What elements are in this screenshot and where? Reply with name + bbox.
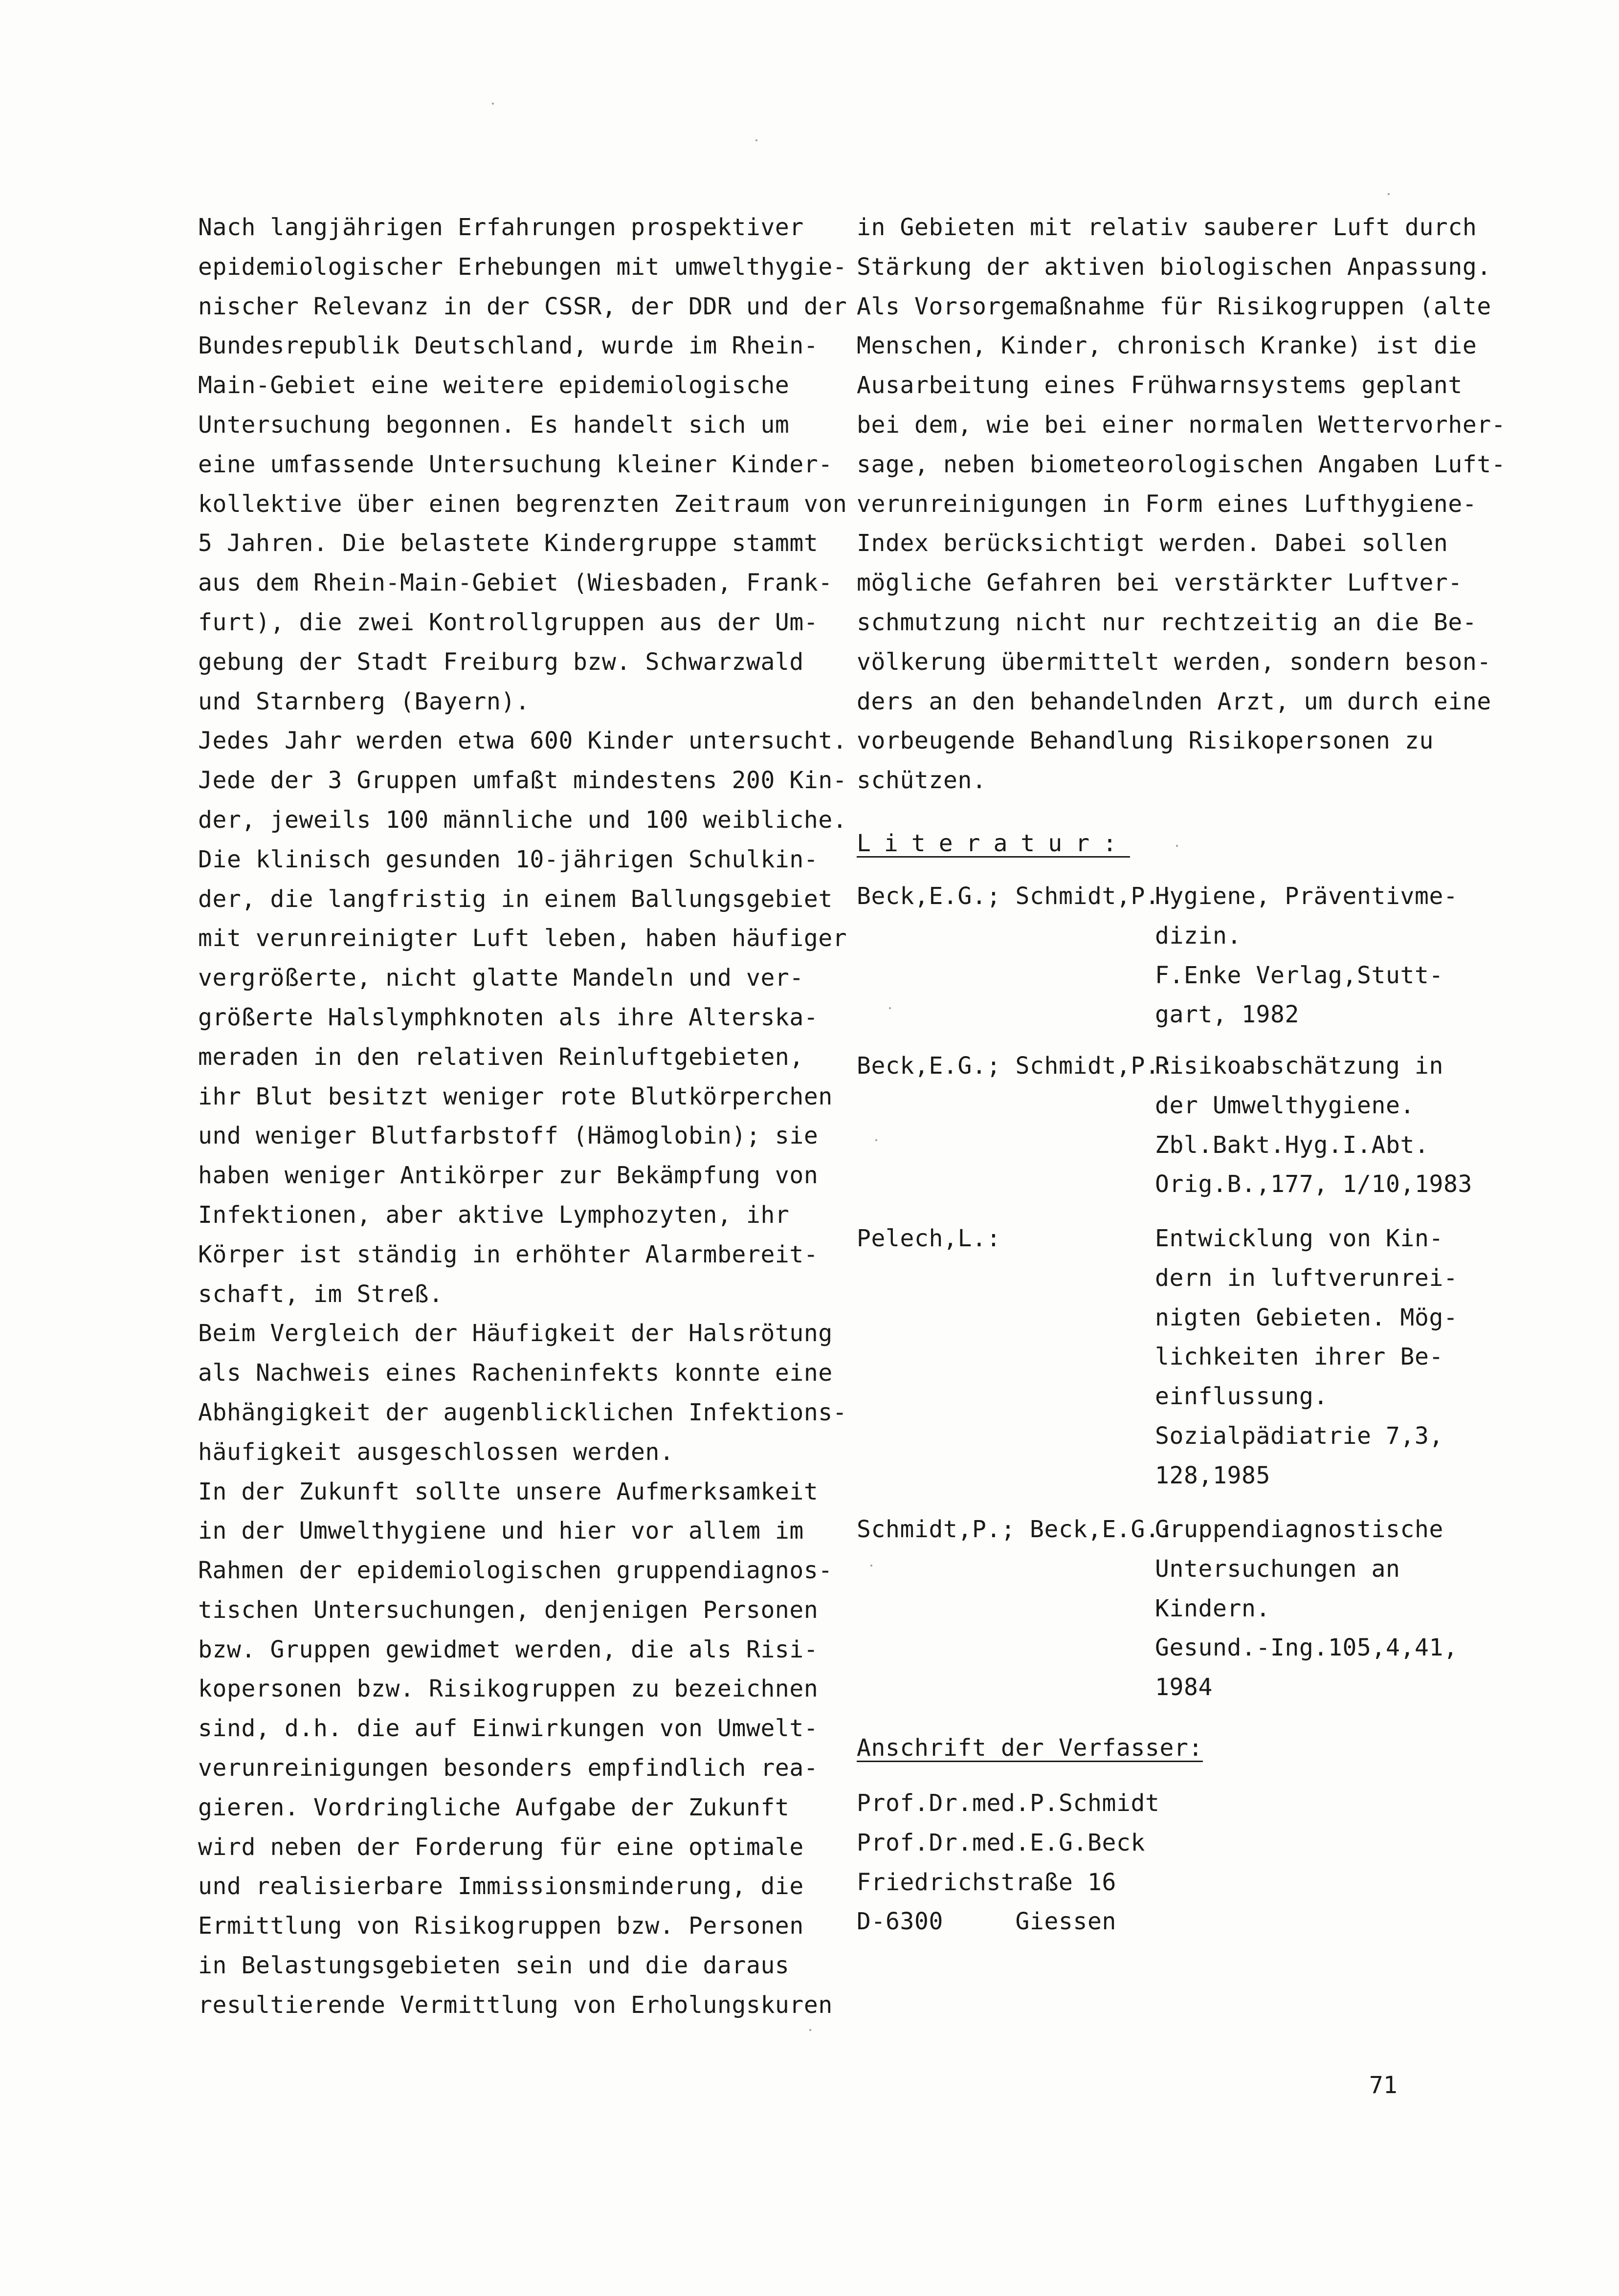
text-line: in Belastungsgebieten sein und die daraus bbox=[198, 1952, 790, 1980]
reference-line: F.Enke Verlag,Stutt- bbox=[1155, 961, 1443, 989]
text-line: in Gebieten mit relativ sauberer Luft durch bbox=[857, 214, 1477, 241]
text-line: ihr Blut besitzt weniger rote Blutkörperchen bbox=[198, 1082, 833, 1110]
text-line: aus dem Rhein-Main-Gebiet (Wiesbaden, Frank- bbox=[198, 569, 833, 597]
text-line: vorbeugende Behandlung Risikopersonen zu bbox=[857, 727, 1434, 755]
text-line: völkerung übermittelt werden, sondern beson- bbox=[857, 648, 1491, 676]
text-line: vergrößerte, nicht glatte Mandeln und ver- bbox=[198, 964, 804, 992]
reference-line: Untersuchungen an bbox=[1155, 1555, 1400, 1583]
reference-line: Entwicklung von Kin- bbox=[1155, 1225, 1443, 1252]
text-line: gebung der Stadt Freiburg bzw. Schwarzwald bbox=[198, 648, 804, 676]
text-line: Rahmen der epidemiologischen gruppendiagnos- bbox=[198, 1557, 833, 1585]
scan-speck bbox=[755, 139, 757, 141]
reference-line: dizin. bbox=[1155, 922, 1242, 949]
reference-line: einflussung. bbox=[1155, 1383, 1328, 1411]
text-line: tischen Untersuchungen, denjenigen Personen bbox=[198, 1596, 819, 1624]
text-line: häufigkeit ausgeschlossen werden. bbox=[198, 1438, 674, 1466]
text-line: Nach langjährigen Erfahrungen prospektiver bbox=[198, 214, 804, 241]
text-line: mit verunreinigter Luft leben, haben häufiger bbox=[198, 925, 847, 952]
text-line: größerte Halslymphknoten als ihre Alterska- bbox=[198, 1003, 819, 1031]
reference-authors: Beck,E.G.; Schmidt,P.: bbox=[857, 883, 1174, 910]
text-line: in der Umwelthygiene und hier vor allem im bbox=[198, 1517, 804, 1545]
reference-line: Gruppendiagnostische bbox=[1155, 1516, 1443, 1543]
scan-speck bbox=[875, 1139, 877, 1141]
reference-line: 1984 bbox=[1155, 1674, 1213, 1701]
reference-line: der Umwelthygiene. bbox=[1155, 1091, 1415, 1119]
text-line: resultierende Vermittlung von Erholungskuren bbox=[198, 1991, 833, 2019]
text-line: sage, neben biometeorologischen Angaben Luft- bbox=[857, 450, 1506, 478]
text-line: haben weniger Antikörper zur Bekämpfung von bbox=[198, 1162, 819, 1190]
text-line: schaft, im Streß. bbox=[198, 1280, 444, 1308]
text-line: meraden in den relativen Reinluftgebieten, bbox=[198, 1043, 804, 1071]
text-line: verunreinigungen besonders empfindlich rea- bbox=[198, 1754, 819, 1782]
text-line: gieren. Vordringliche Aufgabe der Zukunft bbox=[198, 1793, 790, 1821]
text-line: der, die langfristig in einem Ballungsgebiet bbox=[198, 885, 833, 913]
text-line: Jedes Jahr werden etwa 600 Kinder untersucht. bbox=[198, 727, 847, 755]
literature-heading: Literatur: bbox=[857, 830, 1130, 857]
text-line: bzw. Gruppen gewidmet werden, die als Risi- bbox=[198, 1635, 819, 1663]
text-line: wird neben der Forderung für eine optimale bbox=[198, 1833, 804, 1861]
text-line: eine umfassende Untersuchung kleiner Kinder- bbox=[198, 450, 833, 478]
text-line: kollektive über einen begrenzten Zeitraum von bbox=[198, 490, 847, 518]
text-line: als Nachweis eines Racheninfekts konnte eine bbox=[198, 1359, 833, 1387]
reference-line: 128,1985 bbox=[1155, 1461, 1270, 1489]
scan-speck bbox=[889, 1007, 891, 1009]
reference-line: Zbl.Bakt.Hyg.I.Abt. bbox=[1155, 1131, 1429, 1159]
text-line: Ausarbeitung eines Frühwarnsystems geplant bbox=[857, 372, 1463, 399]
reference-authors: Pelech,L.: bbox=[857, 1225, 1001, 1252]
scan-speck bbox=[1176, 845, 1178, 847]
text-line: Jede der 3 Gruppen umfaßt mindestens 200 Kin- bbox=[198, 767, 847, 795]
text-line: bei dem, wie bei einer normalen Wettervorher- bbox=[857, 411, 1506, 439]
text-line: Beim Vergleich der Häufigkeit der Halsrötung bbox=[198, 1320, 833, 1347]
scan-speck bbox=[809, 2029, 811, 2031]
text-line: kopersonen bzw. Risikogruppen zu bezeichnen bbox=[198, 1675, 819, 1703]
text-line: mögliche Gefahren bei verstärkter Luftver- bbox=[857, 569, 1463, 597]
text-line: Menschen, Kinder, chronisch Kranke) ist die bbox=[857, 332, 1477, 360]
text-line: Index berücksichtigt werden. Dabei sollen bbox=[857, 530, 1448, 557]
text-line: Main-Gebiet eine weitere epidemiologische bbox=[198, 372, 790, 399]
author-address bbox=[857, 1784, 1159, 1942]
reference-line: Gesund.-Ing.105,4,41, bbox=[1155, 1634, 1458, 1662]
scan-speck bbox=[870, 1565, 872, 1567]
text-line: und Starnberg (Bayern). bbox=[198, 687, 530, 715]
left-text-column bbox=[198, 208, 847, 2025]
text-line: und weniger Blutfarbstoff (Hämoglobin); sie bbox=[198, 1122, 819, 1150]
reference-line: Sozialpädiatrie 7,3, bbox=[1155, 1422, 1443, 1450]
text-line: sind, d.h. die auf Einwirkungen von Umwelt- bbox=[198, 1715, 819, 1743]
text-line: der, jeweils 100 männliche und 100 weibliche. bbox=[198, 806, 847, 834]
address-line: Prof.Dr.med.P.Schmidt bbox=[857, 1789, 1160, 1817]
text-line: Ermittlung von Risikogruppen bzw. Personen bbox=[198, 1912, 804, 1940]
text-line: epidemiologischer Erhebungen mit umwelthygie- bbox=[198, 253, 847, 281]
text-line: furt), die zwei Kontrollgruppen aus der Um- bbox=[198, 608, 819, 636]
reference-line: Risikoabschätzung in bbox=[1155, 1052, 1443, 1080]
text-line: nischer Relevanz in der CSSR, der DDR und der bbox=[198, 292, 847, 320]
right-text-column bbox=[857, 208, 1506, 800]
text-line: Abhängigkeit der augenblicklichen Infektions- bbox=[198, 1398, 847, 1426]
scan-speck bbox=[1388, 193, 1390, 195]
reference-text bbox=[1155, 1219, 1458, 1496]
address-line: Prof.Dr.med.E.G.Beck bbox=[857, 1829, 1145, 1856]
reference-authors: Beck,E.G.; Schmidt,P.: bbox=[857, 1052, 1174, 1080]
address-line: D-6300 Giessen bbox=[857, 1908, 1116, 1936]
reference-line: Orig.B.,177, 1/10,1983 bbox=[1155, 1170, 1472, 1198]
address-line: Friedrichstraße 16 bbox=[857, 1868, 1116, 1896]
scan-speck bbox=[492, 103, 494, 105]
text-line: schützen. bbox=[857, 767, 987, 795]
text-line: schmutzung nicht nur rechtzeitig an die Be- bbox=[857, 608, 1477, 636]
text-line: verunreinigungen in Form eines Lufthygiene- bbox=[857, 490, 1477, 518]
reference-text bbox=[1155, 1046, 1472, 1204]
text-line: und realisierbare Immissionsminderung, die bbox=[198, 1873, 804, 1900]
reference-line: Hygiene, Präventivme- bbox=[1155, 883, 1458, 910]
reference-line: gart, 1982 bbox=[1155, 1001, 1299, 1029]
text-line: Untersuchung begonnen. Es handelt sich um bbox=[198, 411, 790, 439]
text-line: Stärkung der aktiven biologischen Anpassung. bbox=[857, 253, 1491, 281]
reference-line: dern in luftverunrei- bbox=[1155, 1264, 1458, 1292]
text-line: 5 Jahren. Die belastete Kindergruppe stammt bbox=[198, 530, 819, 557]
text-line: Infektionen, aber aktive Lymphozyten, ihr bbox=[198, 1201, 790, 1229]
text-line: Körper ist ständig in erhöhter Alarmbereit- bbox=[198, 1240, 819, 1268]
reference-line: Kindern. bbox=[1155, 1594, 1270, 1622]
reference-authors: Schmidt,P.; Beck,E.G.: bbox=[857, 1516, 1174, 1543]
reference-text bbox=[1155, 1510, 1458, 1707]
text-line: Bundesrepublik Deutschland, wurde im Rhein- bbox=[198, 332, 819, 360]
address-heading: Anschrift der Verfasser: bbox=[857, 1734, 1203, 1762]
page-number: 71 bbox=[1369, 2072, 1397, 2099]
text-line: In der Zukunft sollte unsere Aufmerksamkeit bbox=[198, 1478, 819, 1505]
reference-line: nigten Gebieten. Mög- bbox=[1155, 1303, 1458, 1331]
reference-line: lichkeiten ihrer Be- bbox=[1155, 1343, 1443, 1371]
text-line: Als Vorsorgemaßnahme für Risikogruppen (alte bbox=[857, 292, 1491, 320]
reference-text bbox=[1155, 877, 1458, 1035]
text-line: ders an den behandelnden Arzt, um durch eine bbox=[857, 687, 1491, 715]
text-line: Die klinisch gesunden 10-jährigen Schulkin- bbox=[198, 845, 819, 873]
